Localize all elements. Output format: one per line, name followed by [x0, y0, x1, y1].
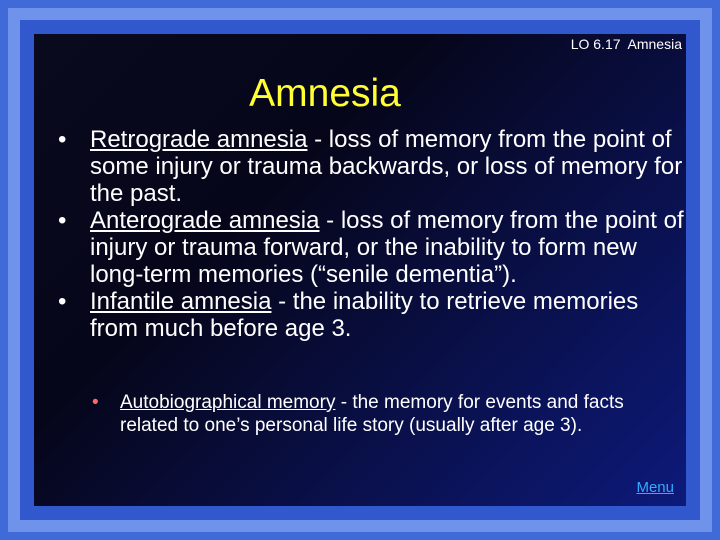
bullet-text: - loss of memory from the point of some injury or trauma backwards, or loss of memory for the past. — [90, 126, 683, 207]
sub-bullet-list — [92, 391, 682, 437]
bullet-dot-icon: • — [58, 288, 67, 315]
bullet-text: - loss of memory from the point of injury or trauma forward, or the inability to form new long-term memories (“senile dementia”). — [90, 207, 684, 288]
bullet-dot-icon: • — [58, 126, 67, 153]
bullet-term: Retrograde amnesia — [90, 126, 308, 153]
bullet-term: Anterograde amnesia — [90, 207, 320, 234]
bullet-term: Infantile amnesia — [90, 288, 272, 315]
bullet-item-anterograde — [56, 207, 686, 288]
sub-bullet-term: Autobiographical memory — [120, 392, 336, 413]
bullet-text: - the inability to retrieve memories from much before age 3. — [90, 288, 639, 342]
sub-bullet-dot-icon: • — [92, 392, 99, 413]
learning-objective-label: LO 6.17 Amnesia — [570, 36, 682, 52]
bullet-list — [56, 126, 686, 342]
slide-content — [34, 34, 686, 506]
menu-link[interactable]: Menu — [636, 479, 674, 496]
slide-title: Amnesia — [249, 72, 401, 115]
bullet-item-retrograde — [56, 126, 686, 207]
bullet-dot-icon: • — [58, 207, 67, 234]
bullet-item-infantile — [56, 288, 686, 342]
sub-bullet-text: - the memory for events and facts related to one’s personal life story (usually after age 3). — [120, 392, 624, 436]
sub-bullet-item-autobiographical — [92, 391, 682, 437]
